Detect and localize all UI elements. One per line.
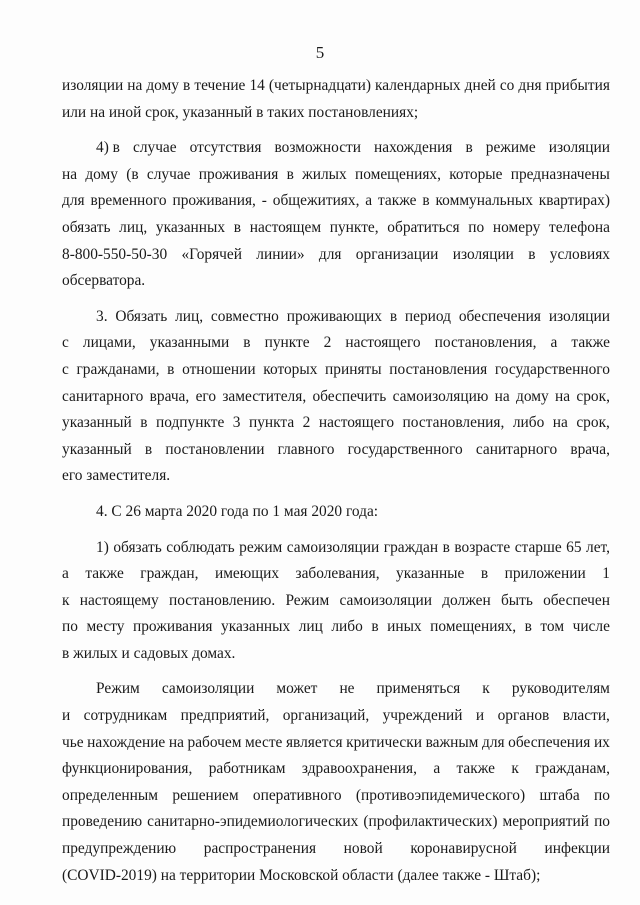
word: его: [195, 387, 217, 405]
text-line: [62, 188, 610, 215]
text-line: [62, 330, 610, 357]
paragraph-gap: [62, 126, 610, 135]
word: на: [62, 165, 78, 183]
word: период: [404, 307, 451, 325]
word: обязать: [113, 538, 162, 556]
word: критически: [346, 733, 422, 751]
word: руководителям: [511, 680, 610, 698]
word: постановления,: [402, 414, 505, 432]
word: их: [593, 733, 610, 751]
word: в: [183, 77, 191, 94]
word: также: [456, 760, 495, 778]
word: 3.: [96, 307, 108, 325]
word: настоящем: [249, 218, 322, 236]
page-number: 5: [315, 43, 325, 62]
word: 1: [602, 565, 610, 583]
word: быть: [500, 591, 533, 609]
word: учреждений: [382, 707, 463, 725]
word: по: [594, 813, 610, 831]
word: с: [62, 334, 69, 352]
word: санитарно-эпидемиологических: [147, 813, 359, 831]
word: отношении: [182, 360, 256, 378]
word: лицами,: [82, 334, 136, 352]
word: изоляции: [452, 245, 514, 263]
word: условиях: [549, 245, 610, 263]
word: указанных: [155, 218, 226, 236]
word: (четырнадцати): [268, 77, 371, 94]
word: врача,: [149, 387, 190, 405]
paragraph: [62, 73, 610, 126]
word: на: [552, 414, 568, 432]
word: на: [127, 77, 143, 94]
word: гражданам,: [535, 760, 610, 778]
word: настоящего: [318, 414, 395, 432]
word: организации: [355, 245, 439, 263]
word: государственного: [347, 440, 463, 458]
word: проживающих: [286, 307, 382, 325]
word: гражданами,: [76, 360, 160, 378]
text-line: [62, 242, 610, 269]
word: обратиться: [387, 218, 460, 236]
word: решением: [172, 786, 239, 804]
word: 2: [302, 414, 311, 432]
word: линии»: [256, 245, 305, 263]
word: со: [499, 77, 515, 94]
word: также: [378, 192, 417, 210]
word: месте: [245, 733, 283, 751]
paragraph: [62, 499, 610, 526]
word: применяться: [376, 680, 461, 698]
text-line: [62, 463, 610, 490]
word: Режим: [285, 591, 330, 609]
word: помещениях,: [354, 165, 441, 183]
word: граждан: [383, 538, 439, 556]
word: штаба: [539, 786, 580, 804]
word: в: [371, 618, 379, 636]
text-line: [62, 863, 610, 890]
word: сотрудникам: [83, 707, 168, 725]
word: 8-800-550-50-30: [62, 245, 168, 263]
text-line: [62, 162, 610, 189]
word: проведению: [62, 813, 143, 831]
document-body: [62, 73, 610, 889]
word: в: [233, 218, 242, 236]
word: настоящего: [345, 334, 421, 352]
text-line: [62, 836, 610, 863]
word: дому: [516, 387, 549, 405]
word: Режим: [96, 680, 140, 698]
word: случае: [132, 139, 177, 157]
word: является: [285, 733, 343, 751]
word: режиме: [485, 139, 536, 157]
word: в: [167, 360, 175, 378]
word: пункте,: [329, 218, 379, 236]
word: (профилактических): [363, 813, 498, 831]
text-line: [62, 783, 610, 810]
word: по: [594, 786, 610, 804]
word: 3: [232, 414, 241, 432]
word: чье: [62, 733, 84, 751]
word: которые: [449, 165, 503, 183]
word: к: [511, 760, 519, 778]
word: и: [62, 707, 71, 725]
text-line: [62, 304, 610, 331]
word: обсерватора.: [62, 272, 146, 290]
word: нахождение: [87, 733, 166, 751]
word: предупреждению: [62, 840, 177, 858]
paragraph: [62, 535, 610, 668]
word: проживания,: [172, 192, 256, 210]
word: 1): [96, 538, 109, 556]
word: помещениях,: [430, 618, 517, 636]
word: самоизоляции: [161, 680, 255, 698]
word: санитарного: [475, 440, 558, 458]
word: распространения: [203, 840, 317, 858]
word: возрасте: [454, 538, 511, 556]
word: предназначены: [510, 165, 610, 183]
word: обеспечить: [312, 387, 387, 405]
word: организаций,: [282, 707, 370, 725]
word: органов: [497, 707, 550, 725]
word: граждан,: [140, 565, 199, 583]
word: работникам: [208, 760, 286, 778]
word: а: [62, 565, 69, 583]
text-line: [62, 215, 610, 242]
word: телефона: [548, 218, 610, 236]
word: самоизоляцию: [392, 387, 489, 405]
word: не: [339, 680, 355, 698]
word: а: [433, 760, 441, 778]
text-line: [62, 410, 610, 437]
word: которых: [263, 360, 318, 378]
paragraph: [62, 304, 610, 490]
word: Обязать: [115, 307, 168, 325]
word: прибытия: [545, 77, 610, 94]
word: с: [62, 360, 69, 378]
word: рабочем: [187, 733, 242, 751]
word: проживания: [132, 618, 213, 636]
word: лиц,: [175, 307, 204, 325]
word: обеспечения: [508, 733, 591, 751]
word: его заместителя.: [62, 467, 171, 485]
text-line: [62, 100, 610, 127]
word: коронавирусной: [410, 840, 517, 858]
word: постановлении: [165, 440, 265, 458]
word: определенным: [62, 786, 158, 804]
word: для: [482, 733, 505, 751]
word: дней: [464, 77, 496, 94]
word: (в: [126, 165, 139, 183]
word: лиц,: [119, 218, 148, 236]
word: в: [422, 192, 430, 210]
word: иных: [387, 618, 422, 636]
word: важным: [425, 733, 479, 751]
word: изоляции: [548, 139, 610, 157]
word: а: [550, 334, 558, 352]
word: в: [243, 334, 251, 352]
word: либо: [512, 414, 545, 432]
word: срок,: [576, 387, 610, 405]
word: (COVID-2019) на территории Московской области (далее также - Штаб);: [62, 866, 541, 884]
paragraph-gap: [62, 490, 610, 499]
word: для: [62, 192, 85, 210]
text-line: [62, 561, 610, 588]
word: 4. С 26 марта 2020 года по 1 мая 2020 года:: [96, 502, 379, 520]
word: обеспечен: [543, 591, 610, 609]
word: указанные: [396, 565, 465, 583]
word: том: [540, 618, 565, 636]
word: календарных: [375, 77, 461, 94]
word: по: [62, 618, 78, 636]
text-line: [62, 809, 610, 836]
word: срок,: [576, 414, 610, 432]
word: коммунальных: [435, 192, 533, 210]
word: указанный: [62, 414, 132, 432]
word: указанный: [62, 440, 132, 458]
word: инфекции: [544, 840, 610, 858]
word: «Горячей: [181, 245, 242, 263]
word: приняты: [325, 360, 382, 378]
text-line: [62, 535, 610, 562]
text-line: [62, 676, 610, 703]
word: месту: [86, 618, 125, 636]
word: подпункте: [155, 414, 225, 432]
word: имеющих: [214, 565, 280, 583]
word: должен: [442, 591, 491, 609]
word: совместно: [210, 307, 279, 325]
word: дому: [146, 77, 179, 94]
text-line: [62, 268, 610, 295]
word: самоизоляции: [286, 538, 380, 556]
word: а: [365, 192, 373, 210]
word: указанными: [149, 334, 230, 352]
paragraph-gap: [62, 526, 610, 535]
word: проживания: [198, 165, 279, 183]
text-line: [62, 756, 610, 783]
word: нахождения: [374, 139, 453, 157]
word: главного: [277, 440, 335, 458]
word: предприятий,: [180, 707, 270, 725]
word: изоляции: [548, 307, 610, 325]
word: функционирования,: [62, 760, 193, 778]
paragraph-gap: [62, 667, 610, 676]
word: случае: [146, 165, 191, 183]
text-line: [62, 384, 610, 411]
word: указанных: [221, 618, 291, 636]
word: в: [144, 440, 153, 458]
word: в: [140, 414, 148, 432]
word: заместителя,: [222, 387, 307, 405]
word: также: [85, 565, 124, 583]
text-line: [62, 703, 610, 730]
word: новой: [343, 840, 383, 858]
word: 14: [249, 77, 265, 94]
word: на: [168, 733, 184, 751]
word: (противоэпидемического): [355, 786, 526, 804]
word: к: [62, 591, 70, 609]
word: приложении: [504, 565, 586, 583]
text-line: [62, 357, 610, 384]
word: 2: [323, 334, 332, 352]
word: отсутствия: [189, 139, 262, 157]
word: лиц: [298, 618, 323, 636]
word: пункта: [248, 414, 295, 432]
word: врача,: [570, 440, 610, 458]
word: также: [571, 334, 610, 352]
text-line: [62, 437, 610, 464]
word: по: [468, 218, 485, 236]
word: на: [494, 387, 510, 405]
text-line: [62, 730, 610, 757]
word: жилых: [302, 165, 347, 183]
word: власти,: [562, 707, 610, 725]
text-line: [62, 499, 610, 526]
word: санитарного: [62, 387, 144, 405]
word: заболевания,: [295, 565, 380, 583]
word: числе: [572, 618, 610, 636]
word: постановления,: [434, 334, 537, 352]
word: в жилых и садовых домах.: [62, 644, 236, 662]
word: и: [475, 707, 485, 725]
word: либо: [331, 618, 363, 636]
word: в: [480, 565, 489, 583]
text-line: [62, 588, 610, 615]
paragraph: [62, 135, 610, 295]
paragraph: [62, 676, 610, 889]
word: дому: [85, 165, 118, 183]
word: мероприятий: [502, 813, 589, 831]
word: общежитиях,: [272, 192, 360, 210]
text-line: [62, 73, 610, 100]
word: квартирах): [538, 192, 610, 210]
word: в: [442, 538, 450, 556]
word: в: [465, 139, 473, 157]
word: лет,: [586, 538, 610, 556]
word: в: [286, 165, 294, 183]
word: может: [276, 680, 318, 698]
word: настоящему: [79, 591, 159, 609]
word: государственного: [494, 360, 610, 378]
word: оперативного: [252, 786, 342, 804]
word: дня: [518, 77, 542, 94]
word: или на иной срок, указанный в таких постановлениях;: [62, 103, 419, 121]
word: обязать: [62, 218, 111, 236]
word: старше: [514, 538, 562, 556]
word: постановлению.: [168, 591, 276, 609]
word: обеспечения: [458, 307, 541, 325]
word: возможности: [274, 139, 361, 157]
word: номеру: [492, 218, 541, 236]
word: самоизоляции: [339, 591, 432, 609]
word: течение: [194, 77, 246, 94]
word: в: [389, 307, 398, 325]
word: в: [524, 618, 532, 636]
word: соблюдать: [166, 538, 235, 556]
word: -: [261, 192, 267, 210]
word: 65: [566, 538, 582, 556]
word: изоляции: [62, 77, 124, 94]
text-line: [62, 614, 610, 641]
word: временного: [90, 192, 167, 210]
word: постановления: [389, 360, 488, 378]
word: для: [318, 245, 342, 263]
word: на: [555, 387, 571, 405]
text-line: [62, 641, 610, 668]
word: здравоохранения,: [301, 760, 417, 778]
text-line: [62, 135, 610, 162]
word: в: [528, 245, 536, 263]
paragraph-gap: [62, 295, 610, 304]
word: режим: [239, 538, 283, 556]
word: пункте: [264, 334, 310, 352]
word: 4) в: [96, 139, 120, 157]
word: к: [482, 680, 490, 698]
